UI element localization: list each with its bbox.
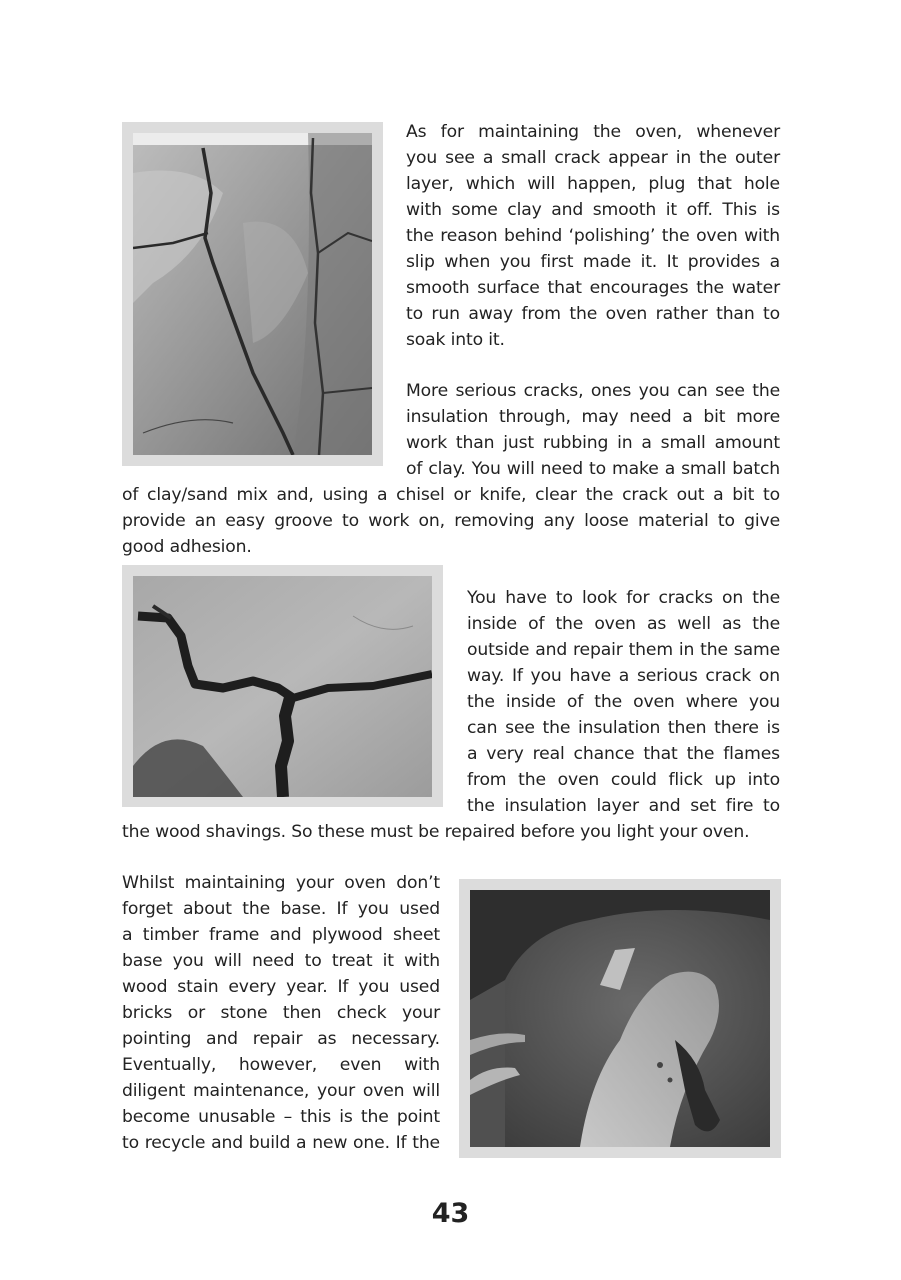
photo-outer-wall-crack [133, 133, 372, 455]
text-line: wood stain every year. If you used [122, 977, 440, 997]
text-line: you see a small crack appear in the outer [406, 148, 780, 168]
text-line: layer, which will happen, plug that hole [406, 174, 780, 194]
text-line: to recycle and build a new one. If the [122, 1133, 440, 1153]
text-line: work than just rubbing in a small amount [406, 433, 780, 453]
photo-frame-repair [459, 879, 781, 1158]
text-line: of clay. You will need to make a small batch [406, 459, 780, 479]
text-line: You have to look for cracks on the [467, 588, 780, 608]
text-line: become unusable – this is the point [122, 1107, 440, 1127]
text-line: the insulation layer and set fire to [467, 796, 780, 816]
text-line: Eventually, however, even with [122, 1055, 440, 1075]
text-line: good adhesion. [122, 537, 252, 557]
photo-frame-floor-crack [122, 565, 443, 807]
text-line: As for maintaining the oven, whenever [406, 122, 780, 142]
text-line: to run away from the oven rather than to [406, 304, 780, 324]
text-line: smooth surface that encourages the water [406, 278, 780, 298]
text-line: slip when you first made it. It provides a [406, 252, 780, 272]
text-line: the wood shavings. So these must be repaired before you light your oven. [122, 822, 750, 842]
text-line: soak into it. [406, 330, 505, 350]
text-line: provide an easy groove to work on, removing any loose material to give [122, 511, 780, 531]
text-line: outside and repair them in the same [467, 640, 780, 660]
text-line: forget about the base. If you used [122, 899, 440, 919]
text-line: of clay/sand mix and, using a chisel or knife, clear the crack out a bit to [122, 485, 780, 505]
text-line: the reason behind ‘polishing’ the oven with [406, 226, 780, 246]
text-line: bricks or stone then check your [122, 1003, 440, 1023]
text-line: More serious cracks, ones you can see the [406, 381, 780, 401]
text-line: the inside of the oven where you [467, 692, 780, 712]
page-number: 43 [431, 1198, 470, 1229]
text-line: a timber frame and plywood sheet [122, 925, 440, 945]
text-line: insulation through, may need a bit more [406, 407, 780, 427]
text-line: diligent maintenance, your oven will [122, 1081, 440, 1101]
text-line: with some clay and smooth it off. This is [406, 200, 780, 220]
text-line: Whilst maintaining your oven don’t [122, 873, 440, 893]
text-line: pointing and repair as necessary. [122, 1029, 440, 1049]
text-line: way. If you have a serious crack on [467, 666, 780, 686]
photo-hand-repairing-oven [470, 890, 770, 1147]
text-line: inside of the oven as well as the [467, 614, 780, 634]
text-line: base you will need to treat it with [122, 951, 440, 971]
text-line: a very real chance that the flames [467, 744, 780, 764]
photo-floor-crack [133, 576, 432, 797]
text-line: can see the insulation then there is [467, 718, 780, 738]
text-line: from the oven could flick up into [467, 770, 780, 790]
photo-frame-outer-crack [122, 122, 383, 466]
